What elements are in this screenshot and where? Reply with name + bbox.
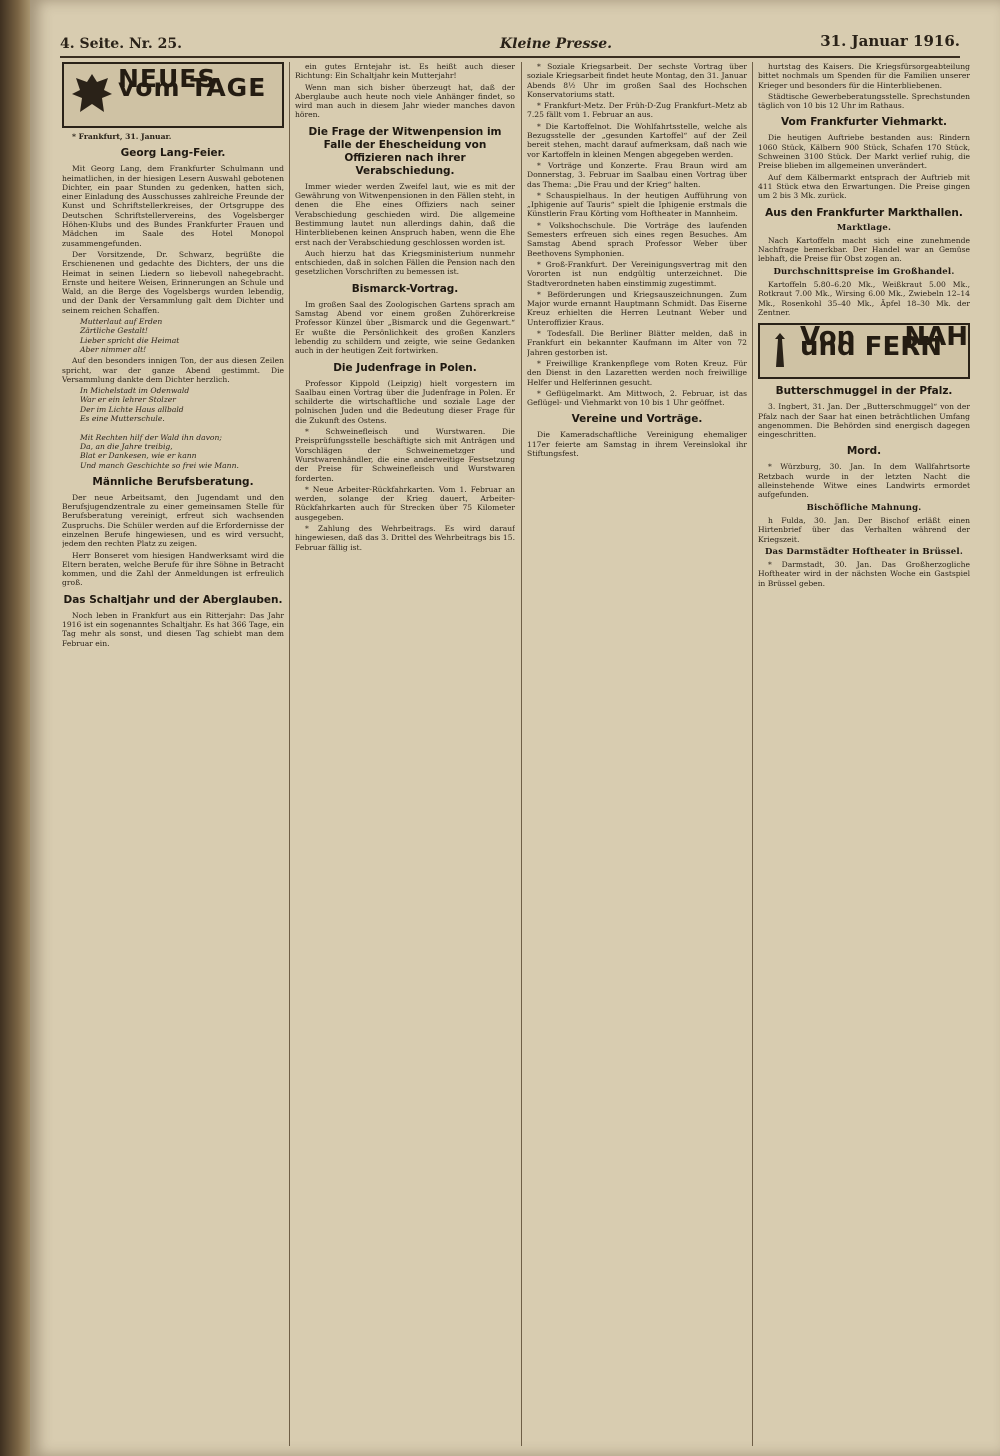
headline-markthallen: Aus den Frankfurter Markthallen. xyxy=(765,206,963,219)
headline-viehmarkt: Vom Frankfurter Viehmarkt. xyxy=(780,116,948,129)
headline-vereine: Vereine und Vorträge. xyxy=(571,413,703,426)
column-2 xyxy=(295,62,515,1446)
article-paragraph: * Würzburg, 30. Jan. In dem Wallfahrtsorte Retzbach wurde in der letzten Nacht die alleinstehende Witwe eines Landwirts ermordet aufgefunden. xyxy=(758,462,970,500)
article-paragraph: * Die Kartoffelnot. Die Wohlfahrtsstelle, welche als Bezugsstelle der „gesunden Kartoffel“ auf der Zeil bereit stehen, macht darauf aufmerksam, daß nach wie vor Kartoffeln in kleinen Mengen abgegeben werden. xyxy=(527,121,747,159)
article-paragraph: hurtstag des Kaisers. Die Kriegsfürsorgeabteilung bittet nochmals um Spenden für die Familien unserer Krieger und besonders für die Hinterbliebenen. xyxy=(758,62,970,90)
article-paragraph: * Geflügelmarkt. Am Mittwoch, 2. Februar, ist das Geflügel- und Viehmarkt von 10 bis 1 Uhr geöffnet. xyxy=(527,388,747,408)
column-rule xyxy=(752,62,753,1446)
article-paragraph: Die heutigen Auftriebe bestanden aus: Rindern 1060 Stück, Kälbern 900 Stück, Schafen 170 Stück, Schweinen 3100 Stück. Der Markt verlief ruhig, die Preise blieben im allgemeinen unverändert. xyxy=(758,133,970,171)
headline-witwenpension: Die Frage der Witwenpension im Falle der Ehescheidung von Offizieren nach ihrer Verabschiedung. xyxy=(308,125,502,177)
article-paragraph: ein gutes Erntejahr ist. Es heißt auch dieser Richtung: Ein Schaltjahr kein Mutterjahr! xyxy=(295,62,515,81)
von-nah-und-fern-banner xyxy=(758,323,970,379)
article-paragraph: Der Vorsitzende, Dr. Schwarz, begrüßte die Erschienenen und gedachte des Dichters, der uns die Heimat in seinen Liedern so liebevoll nahegebracht. Ernste und heitere Weisen, Erinnerungen an Schule und Wald, an die Berge des Vogelsbergs wurden lebendig, und der Dank der Versammlung galt dem Dichter und seinem reichen Schaffen. xyxy=(62,249,284,315)
article-paragraph: * Groß-Frankfurt. Der Vereinigungsvertrag mit den Vororten ist nun endgültig unterzeichnet. Die Stadtverordneten haben einstimmig zugestimmt. xyxy=(527,259,747,288)
article-paragraph: Kartoffeln 5.80–6.20 Mk., Weißkraut 5.00 Mk., Rotkraut 7.00 Mk., Wirsing 6.00 Mk., Zwiebeln 12–14 Mk., Rosenkohl 35–40 Mk., Äpfel 18–30 Mk. der Zentner. xyxy=(758,280,970,317)
newspaper-name: Kleine Presse. xyxy=(500,36,613,52)
article-paragraph: * Vorträge und Konzerte. Frau Braun wird am Donnerstag, 3. Februar im Saalbau einen Vortrag über das Thema: „Die Frau und der Krieg“ halten. xyxy=(527,160,747,189)
article-paragraph: * Darmstadt, 30. Jan. Das Großherzogliche Hoftheater wird in der nächsten Woche ein Gastspiel in Brüssel geben. xyxy=(758,560,970,588)
headline-butterschmuggel: Butterschmuggel in der Pfalz. xyxy=(775,385,953,398)
headline-mord: Mord. xyxy=(846,445,882,458)
subheading-preise: Durchschnittspreise im Großhandel. xyxy=(773,266,955,277)
article-paragraph: Nach Kartoffeln macht sich eine zunehmende Nachfrage bemerkbar. Der Handel war an Gemüse lebhaft, die Preise für Obst zogen an. xyxy=(758,235,970,264)
article-paragraph: Die Kameradschaftliche Vereinigung ehemaliger 117er feierte am Samstag in ihrem Vereinslokal ihr Stiftungsfest. xyxy=(527,430,747,458)
neues-vom-tage-banner xyxy=(62,62,284,128)
page-number: 4. Seite. Nr. 25. xyxy=(60,36,182,52)
article-paragraph: Auch hierzu hat das Kriegsministerium nunmehr entschieden, daß in solchen Fällen die Pension nach den gesetzlichen Vorschriften zu bemessen ist. xyxy=(295,248,515,277)
issue-date: 31. Januar 1916. xyxy=(820,32,960,50)
article-paragraph: Immer wieder werden Zweifel laut, wie es mit der Gewährung von Witwenpensionen in den Fällen steht, in denen die Ehe eines Offiziers nach seiner Verabschiedung geschieden wird. Die allgemeine Bestimmung lautet nun allerdings dahin, daß die Hinterbliebenen keinen Anspruch haben, wenn die Ehe erst nach der Verabschiedung geschlossen worden ist. xyxy=(295,181,515,247)
article-paragraph: Mit Georg Lang, dem Frankfurter Schulmann und heimatlichen, in der hiesigen Lesern Auswahl gebotenen Dichter, ein paar Stunden zu gedenken, hatten sich, einer Einladung des Ausschusses zahlreiche Freunde der Kunst und Schriftstellerkreises, der Ortsgruppe des Deutschen Schriftstellervereins, des Vogelsberger Höhen-Klubs und des Bundes Frankfurter Frauen und Mädchen im Saale des Hotel Monopol zusammengefunden. xyxy=(62,164,284,248)
article-paragraph: Noch leben in Frankfurt aus ein Ritterjahr: Das Jahr 1916 ist ein sogenanntes Schaltjahr. Es hat 366 Tage, ein Tag mehr als sonst, und diesen Tag schiebt man dem Februar ein. xyxy=(62,610,284,648)
column-3 xyxy=(527,62,747,1446)
article-paragraph: Im großen Saal des Zoologischen Gartens sprach am Samstag Abend vor einem großen Zuhörerkreise Professor Künzel über „Bismarck und die Gegenwart.“ Er wußte die Persönlichkeit des großen Kanzlers lebendig zu schildern und zeigte, wie seine Gedanken auch in der heutigen Zeit fortwirken. xyxy=(295,299,515,356)
column-rule xyxy=(289,62,290,1446)
article-paragraph: * Zahlung des Wehrbeitrags. Es wird darauf hingewiesen, daß das 3. Drittel des Wehrbeitrags bis 15. Februar fällig ist. xyxy=(295,523,515,552)
article-paragraph: * Soziale Kriegsarbeit. Der sechste Vortrag über soziale Kriegsarbeit findet heute Montag, den 31. Januar Abends 8½ Uhr im großen Saal des Hochschen Konservatoriums statt. xyxy=(527,62,747,99)
article-paragraph: * Beförderungen und Kriegsauszeichnungen. Zum Major wurde ernannt Hauptmann Schmidt. Das Eiserne Kreuz erhielten die Herren Leutnant Weber und Unteroffizier Kraus. xyxy=(527,289,747,327)
article-paragraph: * Freiwillige Krankenpflege vom Roten Kreuz. Für den Dienst in den Lazaretten werden noch freiwillige Helfer und Helferinnen gesucht. xyxy=(527,358,747,387)
article-paragraph: Wenn man sich bisher überzeugt hat, daß der Aberglaube auch heute noch viele Anhänger findet, so wird man auch in diesem Jahr wieder manches davon hören. xyxy=(295,82,515,120)
headline-schaltjahr: Das Schaltjahr und der Aberglauben. xyxy=(63,593,283,606)
article-paragraph: * Volkshochschule. Die Vorträge des laufenden Semesters erfreuen sich eines regen Besuches. Am Samstag Abend sprach Professor Weber über Beethovens Symphonien. xyxy=(527,220,747,258)
article-paragraph: Der neue Arbeitsamt, den Jugendamt und den Berufsjugendzentrale zu einer gemeinsamen Stelle für Berufsberatung vereinigt, erfreut sich wachsenden Zuspruchs. Die Schüler werden auf die Erfordernisse der einzelnen Berufe hingewiesen, und es wird versucht, jedem den rechten Platz zu zeigen. xyxy=(62,492,284,549)
banner-title: Von NAH und FERN xyxy=(800,322,968,362)
article-paragraph: Auf den besonders innigen Ton, der aus diesen Zeilen spricht, war der ganze Abend gestimmt. Die Versammlung dankte dem Dichter herzlich. xyxy=(62,356,284,384)
subheading-hoftheater: Das Darmstädter Hoftheater in Brüssel. xyxy=(764,546,964,557)
article-paragraph: 3. Ingbert, 31. Jan. Der „Butterschmuggel“ von der Pfalz nach der Saar hat einen beträchtlichen Umfang angenommen. Die Behörden sind energisch dagegen eingeschritten. xyxy=(758,402,970,440)
article-paragraph: Auf dem Kälbermarkt entsprach der Auftrieb mit 411 Stück etwa den Erwartungen. Die Preise gingen um 2 bis 3 Mk. zurück. xyxy=(758,172,970,201)
column-4 xyxy=(758,62,970,1446)
verse: In Michelstadt im Odenwald War er ein lehrer Stolzer Der im Lichte Haus allbald Es eine Mutterschule. Mit Rechten hilf der Wald ihn davon; Da, an die Jahre treibig, Blat er Dankesen, wie er kann Und manch Geschichte so frei wie Mann. xyxy=(80,386,239,470)
article-paragraph: Professor Kippold (Leipzig) hielt vorgestern im Saalbau einen Vortrag über die Judenfrage in Polen. Er schilderte die wirtschaftliche und soziale Lage der polnischen Juden und die Bedeutung dieser Frage für die Zukunft des Ostens. xyxy=(295,378,515,425)
article-paragraph: * Todesfall. Die Berliner Blätter melden, daß in Frankfurt ein bekannter Kaufmann im Alter von 72 Jahren gestorben ist. xyxy=(527,329,747,357)
column-1 xyxy=(62,62,284,1446)
article-paragraph: * Schweinefleisch und Wurstwaren. Die Preisprüfungsstelle beschäftigte sich mit Anträgen und Vorschlägen der Schweinemetzger und Wurstwarenhändler, die eine anderweitige Festsetzung der Preise für Schweinefleisch und Wurstwaren forderten. xyxy=(295,427,515,483)
article-paragraph: * Frankfurt-Metz. Der Früh-D-Zug Frankfurt–Metz ab 7.25 fällt vom 1. Februar an aus. xyxy=(527,101,747,120)
verse: Mutterlaut auf Erden Zärtliche Gestalt! Lieber spricht die Heimat Aber nimmer alt! xyxy=(80,317,180,354)
article-paragraph: * Schauspielhaus. In der heutigen Aufführung von „Iphigenie auf Tauris“ spielt die Iphigenie erstmals die Künstlerin Frau Körting vom Hoftheater in Mannheim. xyxy=(527,190,747,219)
subheading-marktlage: Marktlage. xyxy=(836,222,892,233)
article-paragraph: Herr Bonseret vom hiesigen Handwerksamt wird die Eltern beraten, welche Berufe für ihre Söhne in Betracht kommen, und die Zahl der Anmeldungen ist erfreulich groß. xyxy=(62,550,284,588)
eagle-icon xyxy=(70,70,114,118)
lighthouse-icon xyxy=(766,331,794,369)
headline-berufsberatung: Männliche Berufsberatung. xyxy=(92,475,254,488)
headline-bismarck: Bismarck-Vortrag. xyxy=(351,282,459,295)
article-paragraph: h Fulda, 30. Jan. Der Bischof erläßt einen Hirtenbrief über das Verhalten während der Kriegszeit. xyxy=(758,515,970,544)
subheading-mahnung: Bischöfliche Mahnung. xyxy=(806,502,922,513)
banner-title: NEUES vom TAGE xyxy=(118,64,267,103)
headline-judenfrage: Die Judenfrage in Polen. xyxy=(333,361,477,374)
masthead xyxy=(60,30,960,58)
book-binding-edge xyxy=(0,0,30,1456)
article-paragraph: Städtische Gewerbeberatungsstelle. Sprechstunden täglich von 10 bis 12 Uhr im Rathaus. xyxy=(758,91,970,111)
column-rule xyxy=(521,62,522,1446)
headline-georg-lang: Georg Lang-Feier. xyxy=(120,147,226,160)
dateline: * Frankfurt, 31. Januar. xyxy=(72,132,172,141)
article-paragraph: * Neue Arbeiter-Rückfahrkarten. Vom 1. Februar an werden, solange der Krieg dauert, Arbeiter-Rückfahrkarten auch für Strecken über 75 Kilometer ausgegeben. xyxy=(295,484,515,522)
